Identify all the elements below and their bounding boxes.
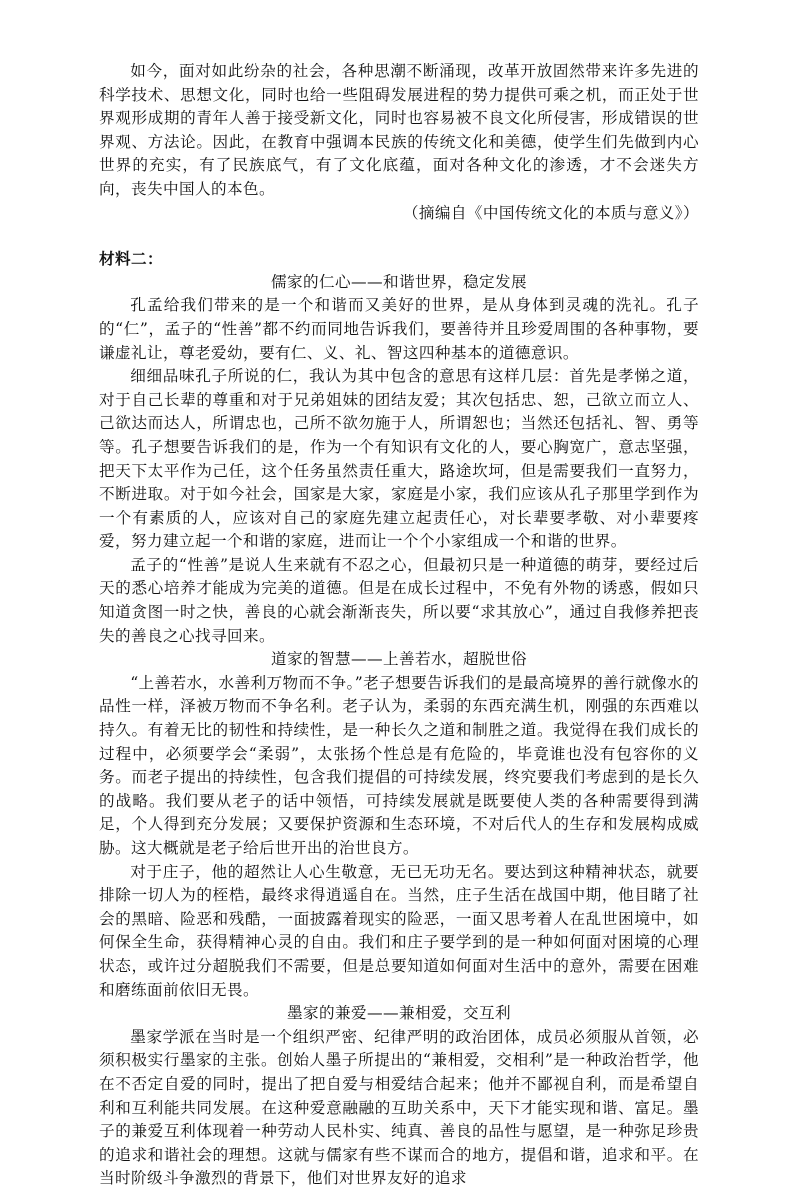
section-heading-taoist: 道家的智慧——上善若水，超脱世俗 <box>271 650 527 669</box>
body-paragraph: “上善若水，水善利万物而不争。”老子想要告诉我们的是最高境界的善行就像水的品性一样，泽被万物而不争名利。老子认为，柔弱的东西充满生机，刚强的东西难以持久。有着无比的韧性和持续性，是一种长久之道和制胜之道。我觉得在我们成长的过程中，必须要学会“柔弱”，太张扬个性总是有危险的，毕竟谁也没有包容你的义务。而老子提出的持续性，包含我们提倡的可持续发展，终究要我们考虑到的是长久的战略。我们要从老子的话中领悟，可持续发展就是既要使人类的各种需要得到满足，个人得到充分发展；又要保护资源和生态环境，不对后代人的生存和发展构成威胁。这大概就是老子给后世开出的治世良方。 <box>99 673 699 857</box>
material-two-label: 材料二： <box>99 249 163 269</box>
body-paragraph: 对于庄子，他的超然让人心生敬意，无已无功无名。要达到这种精神状态，就要排除一切人为的桎梏，最终求得逍遥自在。当然，庄子生活在战国中期，他目睹了社会的黑暗、险恶和残酷，一面披露着现实的险恶，一面又思考着人在乱世困境中，如何保全生命，获得精神心灵的自由。我们和庄子要学到的是一种如何面对困境的心理状态，或许过分超脱我们不需要，但是总要知道如何面对生活中的意外，需要在困难和磨练面前依旧无畏。 <box>99 862 699 999</box>
body-paragraph: 孟子的“性善”是说人生来就有不忍之心，但最初只是一种道德的萌芽，要经过后天的悉心培养才能成为完美的道德。但是在成长过程中，不免有外物的诱惑，假如只知道贪图一时之快，善良的心就会渐渐丧失，所以要“求其放心”，通过自我修养把丧失的善良之心找寻回来。 <box>99 555 699 645</box>
section-heading-confucian: 儒家的仁心——和谐世界，稳定发展 <box>271 272 527 291</box>
body-paragraph: 墨家学派在当时是一个组织严密、纪律严明的政治团体，成员必须服从首领，必须积极实行墨家的主张。创始人墨子所提出的“兼相爱，交相利”是一种政治哲学，他在不否定自爱的同时，提出了把自爱与相爱结合起来；他并不鄙视自利，而是希望自利和互利能共同发展。在这种爱意融融的互助关系中，天下才能实现和谐、富足。墨子的兼爱互利体现着一种劳动人民朴实、纯真、善良的品性与愿望，是一种弥足珍贵的追求和谐社会的理想。这就与儒家有些不谋而合的地方，提倡和谐，追求和平。在当时阶级斗争激烈的背景下，他们对世界友好的追求 <box>99 1027 699 1188</box>
body-paragraph: 孔孟给我们带来的是一个和谐而又美好的世界，是从身体到灵魂的洗礼。孔子的“仁”，孟子的“性善”都不约而同地告诉我们，要善待并且珍爱周围的各种事物，要谦虚礼让，尊老爱幼，要有仁、义、礼、智这四种基本的道德意识。 <box>99 296 699 362</box>
source-citation: （摘编自《中国传统文化的本质与意义》） <box>402 203 699 222</box>
intro-paragraph: 如今，面对如此纷杂的社会，各种思潮不断涌现，改革开放固然带来许多先进的科学技术、思想文化，同时也给一些阻碍发展进程的势力提供可乘之机，而正处于世界观形成期的青年人善于接受新文化，同时也容易被不良文化所侵害，形成错误的世界观、方法论。因此，在教育中强调本民族的传统文化和美德，使学生们先做到内心世界的充实，有了民族底气，有了文化底蕴，面对各种文化的渗透，才不会迷失方向，丧失中国人的本色。 <box>99 62 699 198</box>
section-heading-mohist: 墨家的兼爱——兼相爱，交互利 <box>287 1004 511 1023</box>
document-page <box>99 60 699 1191</box>
body-paragraph: 细细品味孔子所说的仁，我认为其中包含的意思有这样几层：首先是孝悌之道，对于自己长辈的尊重和对于兄弟姐妹的团结友爱；其次包括忠、恕，己欲立而立人、己欲达而达人，所谓忠也，己所不欲勿施于人，所谓恕也；当然还包括礼、智、勇等等。孔子想要告诉我们的是，作为一个有知识有文化的人，要心胸宽广，意志坚强，把天下太平作为己任，这个任务虽然责任重大，路途坎坷，但是需要我们一直努力，不断进取。对于如今社会，国家是大家，家庭是小家，我们应该从孔子那里学到作为一个有素质的人，应该对自己的家庭先建立起责任心，对长辈要孝敬、对小辈要疼爱，努力建立起一个和谐的家庭，进而让一个个小家组成一个和谐的世界。 <box>99 367 699 551</box>
